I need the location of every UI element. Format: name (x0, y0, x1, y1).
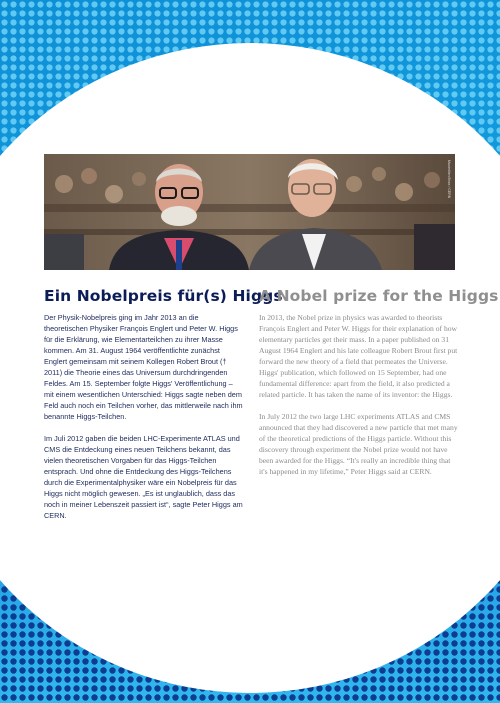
german-column (44, 312, 244, 531)
english-paragraph: In July 2012 the two large LHC experiments ATLAS and CMS announced that they had discovered a new particle that met many of the theoretical predictions of the Higgs particle. Without this discovery through experiment the Nobel prize would not have been awarded for the Higgs. “It's really an incredible thing that it's happened in my lifetime,” Peter Higgs said at CERN. (259, 411, 458, 476)
laureates-photo (44, 154, 455, 270)
english-column (259, 312, 459, 487)
german-heading: Ein Nobelpreis für(s) Higgs (44, 287, 283, 305)
english-paragraph: In 2013, the Nobel prize in physics was awarded to theorists François Englert and Peter W. Higgs for their explanation of how elementary particles get their mass. In a paper published on 31 August 1964 Englert and his late colleague Robert Brout first put forward the new theory of a field that permeates the Universe. Higgs' publication, which followed on 15 September, had one fundamental difference: apart from the field, it also predicted a related particle. It has taken the name of its inventor: the Higgs. (259, 313, 458, 399)
photo-credit: Maximilien Brice / CERN (447, 160, 451, 199)
english-heading: A Nobel prize for the Higgs (259, 287, 499, 305)
german-paragraph: Im Juli 2012 gaben die beiden LHC-Experimente ATLAS und CMS die Entdeckung eines neuen Teilchens bekannt, das vielen theoretischen Vorgaben für das Higgs-Teilchen entsprach. Und ohne die Entdeckung des Higgs-Teilchens durch die Experimentalphysiker wäre ein Nobelpreis für das Higgs nicht möglich gewesen. „Es ist unglaublich, dass das noch in meiner Lebenszeit passiert ist“, sagte Peter Higgs am CERN. (44, 433, 243, 520)
german-paragraph: Der Physik-Nobelpreis ging im Jahr 2013 an die theoretischen Physiker François Englert und Peter W. Higgs für die Erklärung, wie Elementarteilchen zu ihrer Masse kommen. Am 31. August 1964 veröffentlichte zunächst Englert gemeinsam mit seinem Kollegen Robert Brout († 2011) die Theorie eines das Universum durchdringenden Feldes. Am 15. September folgte Higgs' Veröffentlichung – mit einem wesentlichen Unterschied: Higgs sagte neben dem Feld auch noch ein Teilchen vorher, das mittlerweile nach ihm benannte Higgs-Teilchen. (44, 313, 243, 421)
